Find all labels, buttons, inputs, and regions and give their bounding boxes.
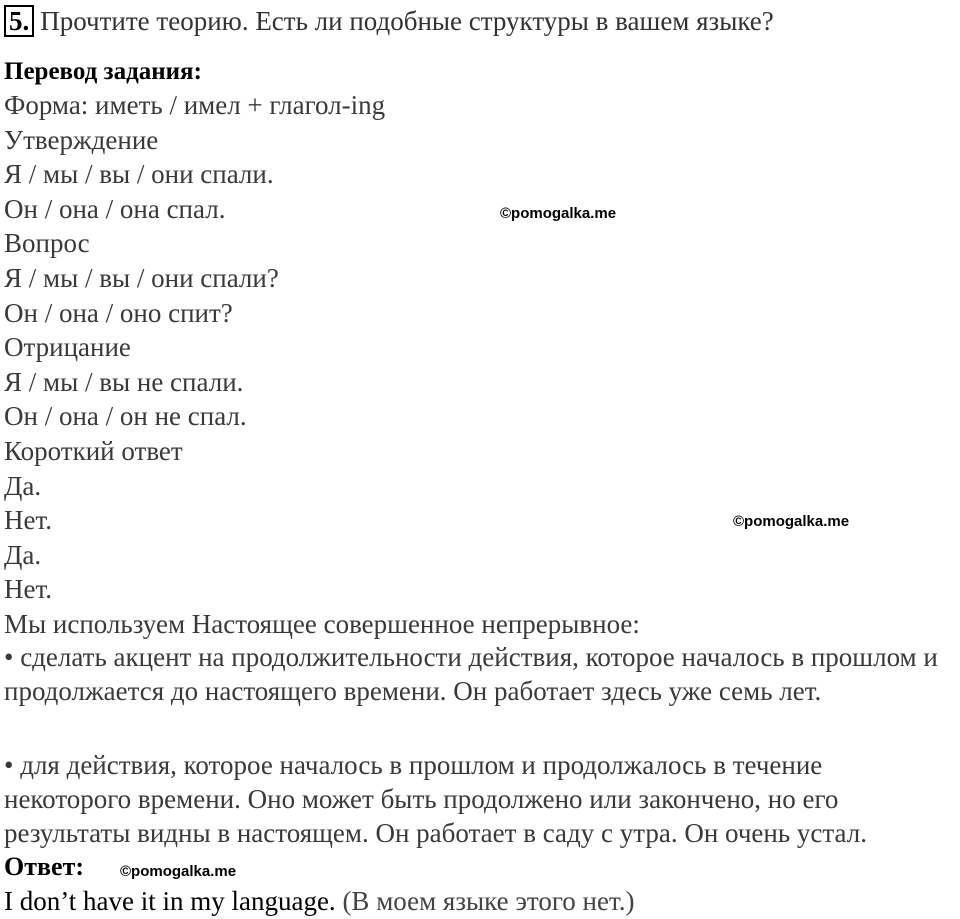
negative-heading: Отрицание (4, 332, 131, 363)
question-line-2: Он / она / оно спит? (4, 297, 233, 328)
translation-lines (4, 88, 956, 642)
answer-russian: (В моем языке этого нет.) (335, 886, 635, 916)
short-answer-yes-1: Да. (4, 470, 42, 501)
affirmative-line-2: Он / она / она спал. (4, 193, 226, 224)
affirmative-line-1: Я / мы / вы / они спали. (4, 159, 274, 190)
task-text: Прочтите теорию. Есть ли подобные структуры в вашем языке? (40, 6, 774, 36)
short-answer-yes-2: Да. (4, 539, 42, 570)
task-number: 5. (4, 5, 34, 37)
watermark: ©pomogalka.me (500, 205, 617, 222)
question-heading: Вопрос (4, 228, 90, 259)
answer-english: I don’t have it in my language. (4, 886, 336, 916)
negative-line-2: Он / она / он не спал. (4, 401, 247, 432)
usage-intro: Мы используем Настоящее совершенное непрерывное: (4, 608, 640, 639)
form-line: Форма: иметь / имел + глагол-ing (4, 90, 386, 120)
short-answer-heading: Короткий ответ (4, 435, 183, 466)
task-header (4, 4, 774, 38)
usage-bullet-1: • сделать акцент на продолжительности действия, которое началось в прошлом и продолжается до настоящего времени. Он работает здесь уже семь лет. (4, 642, 938, 706)
question-line-1: Я / мы / вы / они спали? (4, 262, 279, 293)
short-answer-no-2: Нет. (4, 574, 53, 605)
watermark: ©pomogalka.me (120, 863, 237, 880)
usage-bullet-2: • для действия, которое началось в прошлом и продолжалось в течение некоторого времени. Оно может быть продолжено или закончено, но его результаты видны в настоящем. Он работает в саду с утра. Он очень устал. (4, 750, 867, 848)
answer-label: Ответ: (4, 852, 85, 881)
short-answer-no-1: Нет. (4, 505, 53, 536)
watermark: ©pomogalka.me (733, 513, 850, 530)
answer-line (4, 884, 634, 918)
negative-line-1: Я / мы / вы не спали. (4, 366, 244, 397)
affirmative-heading: Утверждение (4, 124, 159, 155)
translation-heading: Перевод задания: (4, 58, 202, 85)
